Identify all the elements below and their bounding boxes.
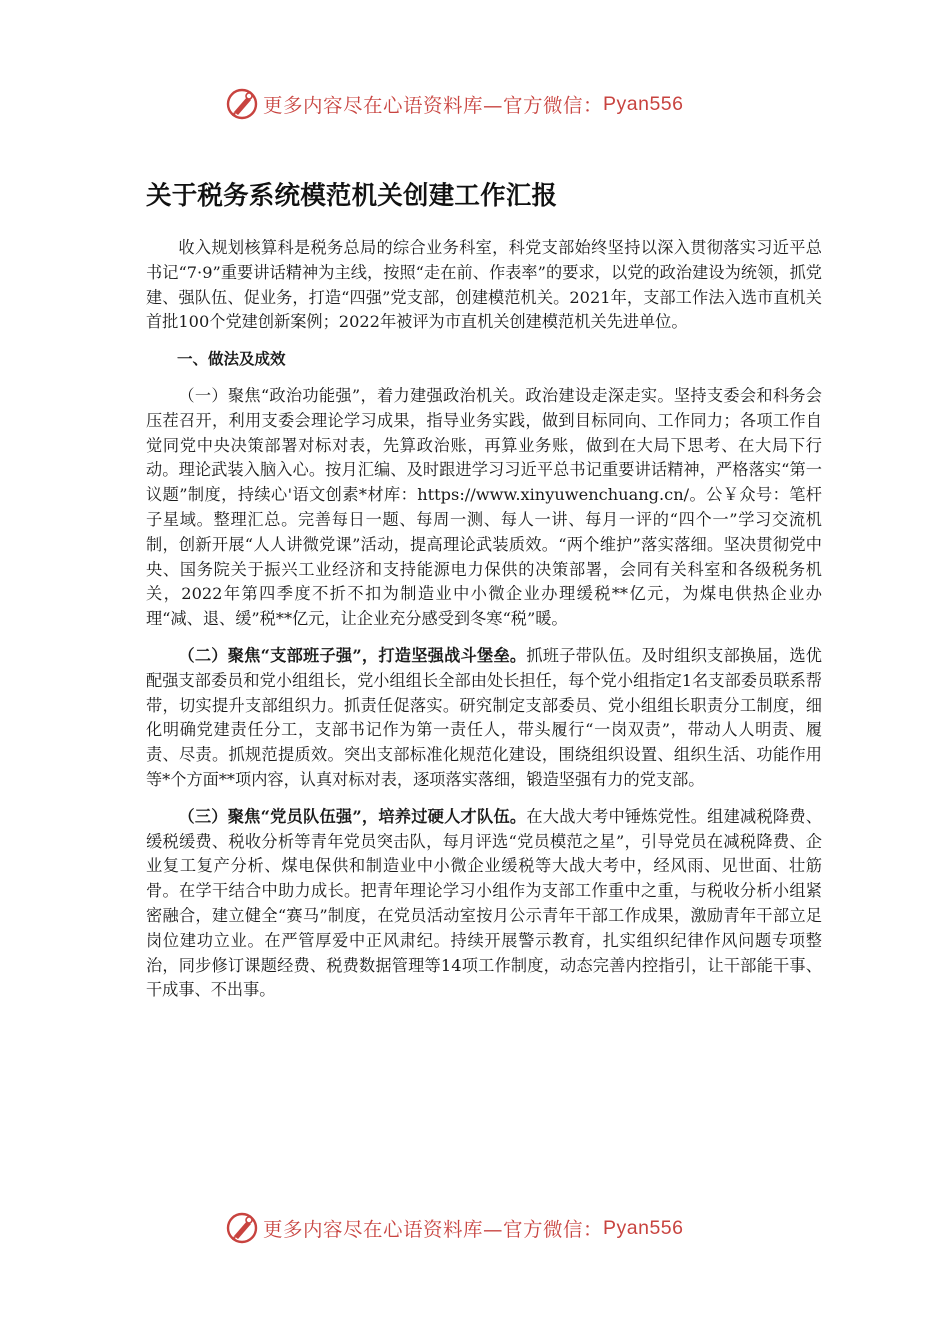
watermark-text: 更多内容尽在心语资料库—官方微信：	[263, 94, 604, 117]
document-body	[146, 178, 822, 1003]
pen-nib-logo-icon	[225, 87, 259, 121]
watermark-id: Pyan556	[603, 92, 684, 115]
watermark-text: 更多内容尽在心语资料库—官方微信：	[263, 1218, 604, 1241]
section-paragraph-leadership	[146, 644, 822, 793]
section-paragraph-political	[146, 384, 822, 632]
section-heading-practices: 一、做法及成效	[177, 350, 286, 369]
subsection-body-leadership: 抓班子带队伍。及时组织支部换届，选优配强支部委员和党小组组长，党小组组长全部由处长担任，每个党小组指定1名支部委员联系帮带，切实提升支部组织力。抓责任促落实。研究制定支部委员、党小组组长职责分工制度，细化明确党建责任分工，支部书记作为第一责任人，带头履行“一岗双责”，带动人人明责、履责、尽责。抓规范提质效。突出支部标准化规范化建设，围绕组织设置、组织生活、功能作用等*个方面**项内容，认真对标对表，逐项落实落细，锻造坚强有力的党支部。	[146, 645, 822, 789]
pen-nib-logo-icon	[225, 1211, 259, 1245]
subsection-heading-leadership: （二）聚焦“支部班子强”，打造坚强战斗堡垒。	[178, 645, 527, 665]
subsection-body-members: 在大战大考中锤炼党性。组建减税降费、缓税缓费、税收分析等青年党员突击队，每月评选“党员模范之星”，引导党员在减税降费、企业复工复产分析、煤电保供和制造业中小微企业缓税等大战大考中，经风雨、见世面、壮筋骨。在学干结合中助力成长。把青年理论学习小组作为支部工作重中之重，与税收分析小组紧密融合，建立健全“赛马”制度，在党员活动室按月公示青年干部工作成果，激励青年干部立足岗位建功立业。在严管厚爱中正风肃纪。持续开展警示教育，扎实组织纪律作风问题专项整治，同步修订课题经费、税费数据管理等14项工作制度，动态完善内控指引，让干部能干事、干成事、不出事。	[146, 806, 822, 1000]
section-paragraph-members	[146, 805, 822, 1003]
watermark-banner-top	[225, 84, 684, 124]
watermark-banner-bottom	[225, 1208, 684, 1248]
subsection-heading-political: （一）聚焦“政治功能强”，着力建强政治机关。	[178, 385, 526, 405]
document-title: 关于税务系统模范机关创建工作汇报	[146, 181, 558, 211]
intro-paragraph: 收入规划核算科是税务总局的综合业务科室，科党支部始终坚持以深入贯彻落实习近平总书记“7·9”重要讲话精神为主线，按照“走在前、作表率”的要求，以党的政治建设为统领，抓党建、强队伍、促业务，打造“四强”党支部，创建模范机关。2021年，支部工作法入选市直机关首批100个党建创新案例；2022年被评为市直机关创建模范机关先进单位。	[146, 238, 822, 332]
subsection-heading-members: （三）聚焦“党员队伍强”，培养过硬人才队伍。	[178, 806, 527, 826]
watermark-id: Pyan556	[603, 1216, 684, 1239]
subsection-body-political: 政治建设走深走实。坚持支委会和科务会压茬召开，利用支委会理论学习成果，指导业务实践，做到目标同向、工作同力；各项工作自觉同党中央决策部署对标对表，先算政治账，再算业务账，做到在大局下思考、在大局下行动。理论武装入脑入心。按月汇编、及时跟进学习习近平总书记重要讲话精神，严格落实“第一议题”制度，持续心'语文创素*材库：https://www.xinyuwenchuang.cn/。公￥众号：笔杆子星域。整理汇总。完善每日一题、每周一测、每人一讲、每月一评的“四个一”学习交流机制，创新开展“人人讲微党课”活动，提高理论武装质效。“两个维护”落实落细。坚决贯彻党中央、国务院关于振兴工业经济和支持能源电力保供的决策部署，会同有关科室和各级税务机关，2022年第四季度不折不扣为制造业中小微企业办理缓税**亿元，为煤电供热企业办理“减、退、缓”税**亿元，让企业充分感受到冬寒“税”暖。	[146, 385, 822, 629]
